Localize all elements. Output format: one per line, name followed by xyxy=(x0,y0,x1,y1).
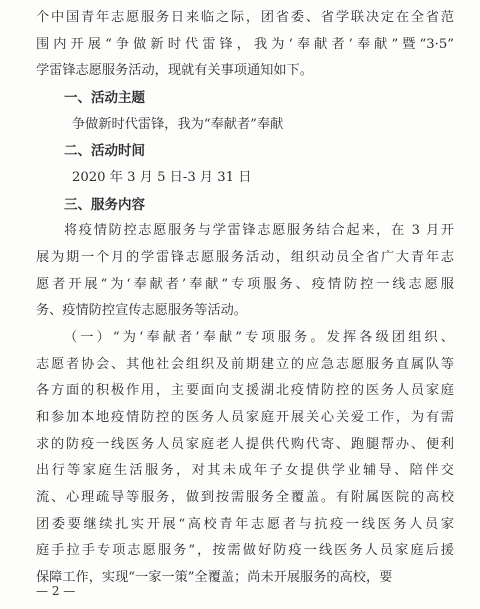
paragraph-line: 出行等家庭生活服务，对其未成年子女提供学业辅导、陪伴交 xyxy=(36,463,454,479)
paragraph-line: 求的防疫一线医务人员家庭老人提供代购代寄、跑腿帮办、便利 xyxy=(36,436,454,452)
page-number: — 2 — xyxy=(36,584,76,598)
paragraph-line: 庭手拉手专项志愿服务”，按需做好防疫一线医务人员家庭后援 xyxy=(36,543,454,559)
paragraph-line: 将疫情防控志愿服务与学雷锋志愿服务结合起来，在 3 月开 xyxy=(64,223,454,239)
section-heading-content: 三、服务内容 xyxy=(64,196,145,213)
paragraph-line: 各方面的积极作用，主要面向支援湖北疫情防控的医务人员家庭 xyxy=(36,383,454,399)
paragraph-line: 志愿者协会、其他社会组织及前期建立的应急志愿服务直属队等 xyxy=(36,356,454,372)
paragraph-line: 愿者开展“为‘奉献者’奉献”专项服务、疫情防控一线志愿服 xyxy=(36,276,454,292)
intro-line: 学雷锋志愿服务活动，现就有关事项通知如下。 xyxy=(36,63,313,79)
intro-line: 个中国青年志愿服务日来临之际，团省委、省学联决定在全省范 xyxy=(36,10,454,25)
paragraph-line: 和参加本地疫情防控的医务人员家庭开展关心关爱工作，为有需 xyxy=(36,410,454,425)
paragraph-line: 保障工作，实现“一家一策”全覆盖；尚未开展服务的高校，要 xyxy=(36,570,393,585)
section-heading-theme: 一、活动主题 xyxy=(64,90,145,106)
section-body-theme: 争做新时代雷锋，我为“奉献者”奉献 xyxy=(72,116,284,132)
paragraph-line: 务、疫情防控宣传志愿服务等活动。 xyxy=(36,303,247,319)
section-body-time: 2020 年 3 月 5 日-3 月 31 日 xyxy=(72,170,252,185)
intro-line: 围内开展“争做新时代雷锋，我为‘奉献者’奉献”暨“3·5” xyxy=(36,36,454,52)
section-heading-time: 二、活动时间 xyxy=(64,143,145,160)
paragraph-line: 展为期一个月的学雷锋志愿服务活动，组织动员全省广大青年志 xyxy=(36,250,454,265)
paragraph-line: （一）“为‘奉献者’奉献”专项服务。发挥各级团组织、 xyxy=(64,330,454,345)
paragraph-line: 团委要继续扎实开展“高校青年志愿者与抗疫一线医务人员家 xyxy=(36,516,454,532)
paragraph-line: 流、心理疏导等服务，做到按需服务全覆盖。有附属医院的高校 xyxy=(36,490,454,505)
